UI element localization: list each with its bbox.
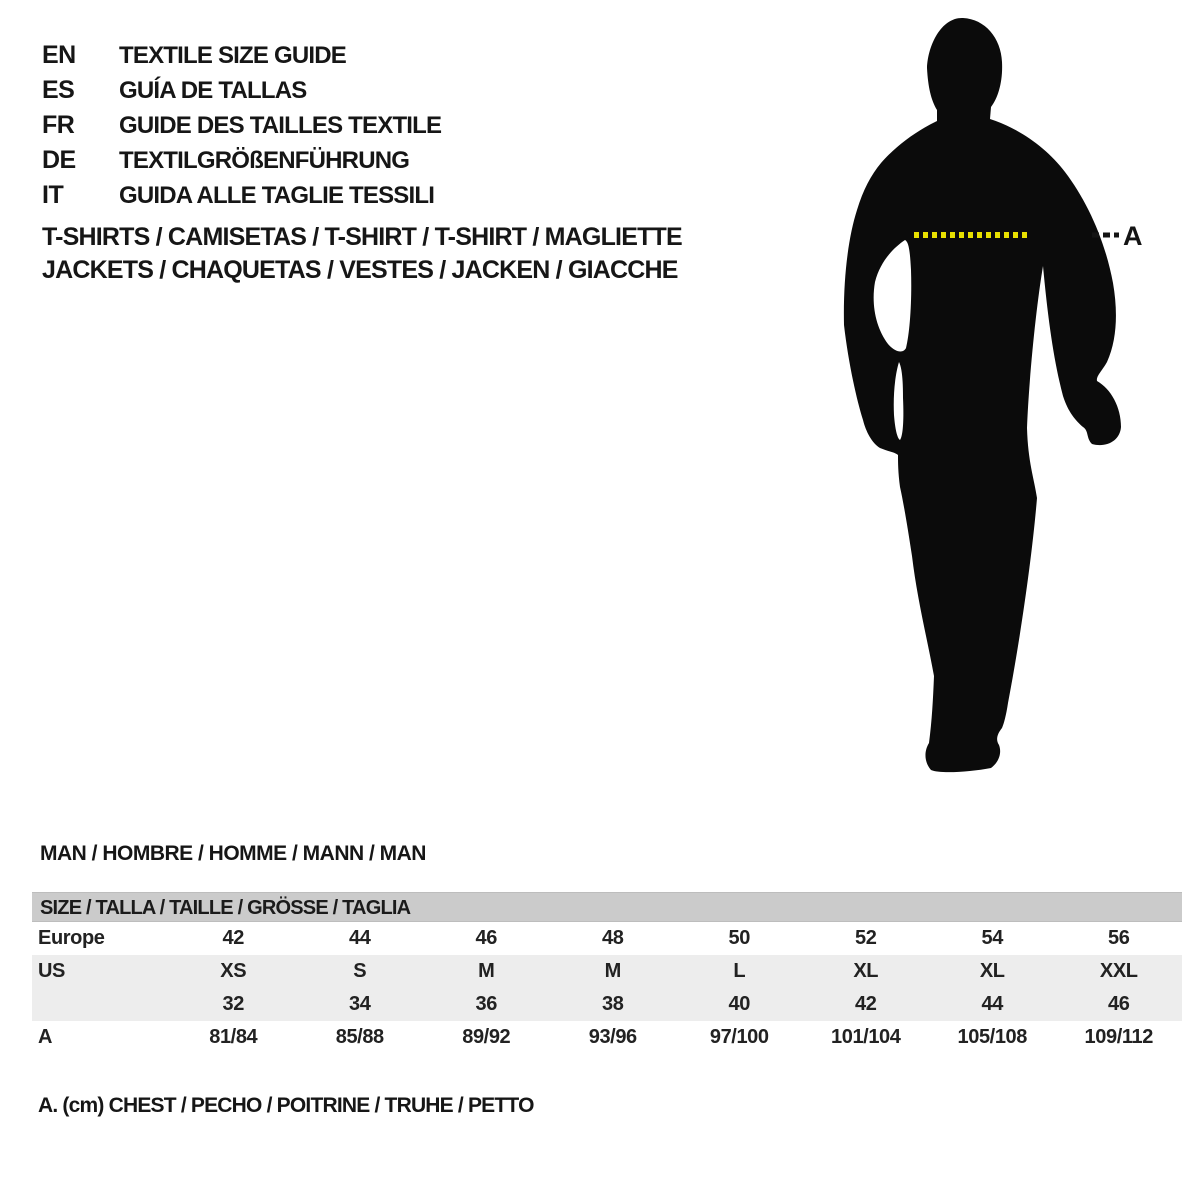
table-cell: M [604, 960, 621, 982]
row-label: Europe [38, 927, 105, 949]
language-title: TEXTILE SIZE GUIDE [119, 41, 346, 69]
table-cell: 46 [1108, 993, 1130, 1015]
table-cell: 42 [855, 993, 877, 1015]
table-cell: XXL [1099, 960, 1138, 982]
table-cell: XS [220, 960, 247, 982]
table-cell: 34 [349, 993, 371, 1015]
table-cell: M [478, 960, 495, 982]
size-table-header: SIZE / TALLA / TAILLE / GRÖSSE / TAGLIA [32, 892, 1182, 922]
measure-label-a: A [1123, 221, 1143, 251]
table-cell: 46 [475, 927, 497, 949]
section-title-man: MAN / HOMBRE / HOMME / MANN / MAN [40, 842, 426, 865]
size-table [32, 892, 1182, 1054]
table-cell: L [733, 960, 746, 982]
table-cell: 109/112 [1084, 1026, 1153, 1048]
table-cell: 38 [602, 993, 624, 1015]
language-title: TEXTILGRÖßENFÜHRUNG [119, 146, 410, 174]
table-cell: S [353, 960, 367, 982]
table-cell: 50 [728, 927, 750, 949]
language-code: EN [42, 41, 76, 69]
table-cell: 44 [981, 993, 1003, 1015]
table-cell: 101/104 [831, 1026, 901, 1048]
table-cell: 44 [349, 927, 371, 949]
table-cell: 105/108 [957, 1026, 1027, 1048]
category-tshirts: T-SHIRTS / CAMISETAS / T-SHIRT / T-SHIRT / MAGLIETTE [42, 223, 682, 251]
language-code: ES [42, 76, 75, 104]
table-cell: 97/100 [709, 1026, 769, 1048]
language-title: GUIDE DES TAILLES TEXTILE [119, 111, 442, 139]
measurement-footnote: A. (cm) CHEST / PECHO / POITRINE / TRUHE / PETTO [38, 1094, 534, 1117]
table-cell: 81/84 [209, 1026, 258, 1048]
table-cell: 36 [475, 993, 497, 1015]
row-label: US [38, 960, 65, 982]
man-silhouette [844, 18, 1121, 772]
table-cell: 93/96 [588, 1026, 637, 1048]
language-title: GUIDA ALLE TAGLIE TESSILI [119, 181, 435, 209]
table-row-us-numeric [32, 988, 1182, 1021]
table-cell: XL [853, 960, 879, 982]
table-cell: XL [979, 960, 1005, 982]
table-cell: 54 [981, 927, 1003, 949]
table-cell: 40 [728, 993, 750, 1015]
category-jackets: JACKETS / CHAQUETAS / VESTES / JACKEN / GIACCHE [42, 256, 678, 284]
table-cell: 85/88 [335, 1026, 384, 1048]
language-title: GUÍA DE TALLAS [119, 76, 307, 104]
language-code: IT [42, 181, 64, 209]
language-code: FR [42, 111, 75, 139]
table-cell: 48 [602, 927, 624, 949]
table-cell: 89/92 [462, 1026, 511, 1048]
table-row-europe [32, 922, 1182, 955]
table-cell: 32 [222, 993, 244, 1015]
table-row-chest-a [32, 1021, 1182, 1054]
table-row-us [32, 955, 1182, 988]
table-cell: 56 [1108, 927, 1130, 949]
table-cell: 42 [222, 927, 244, 949]
row-label: A [38, 1026, 53, 1048]
table-cell: 52 [855, 927, 877, 949]
language-code: DE [42, 146, 76, 174]
